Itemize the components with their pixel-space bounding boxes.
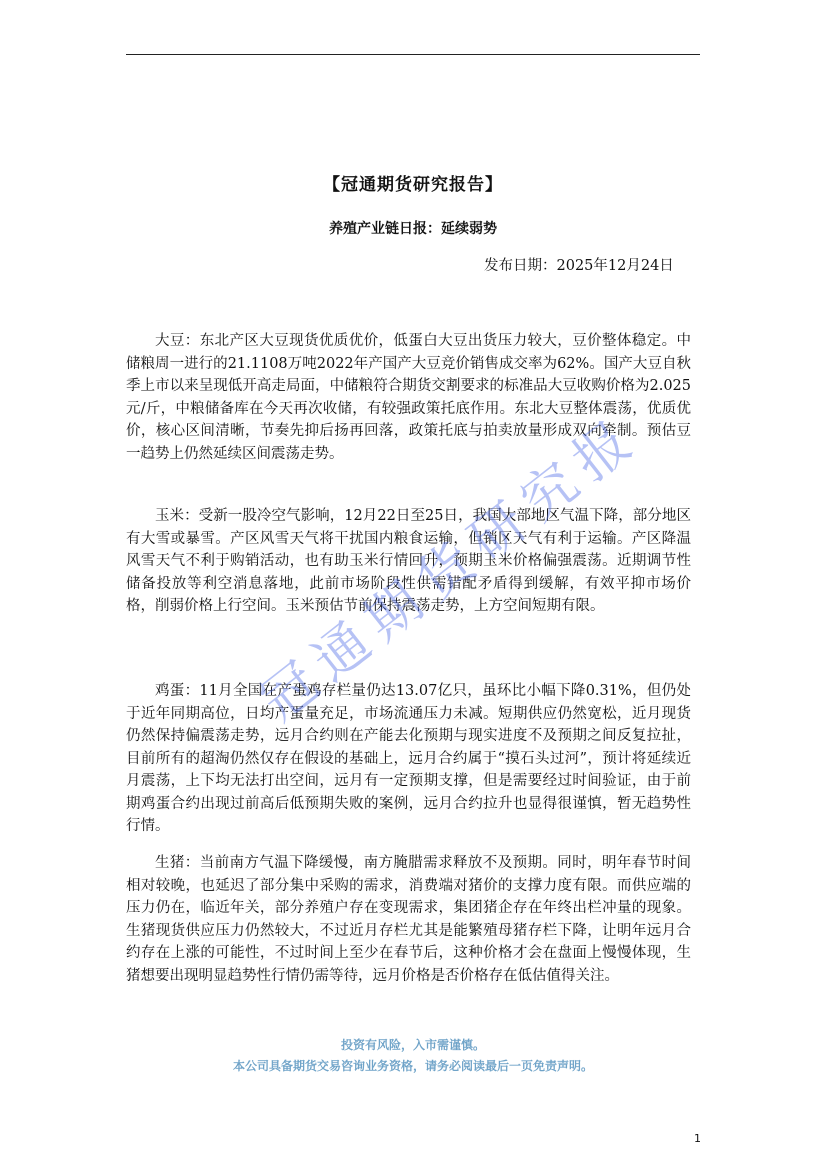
watermark-char: 报 (560, 410, 643, 494)
watermark-char: 通 (300, 610, 383, 694)
report-title: 【冠通期货研究报告】 (323, 175, 503, 195)
risk-disclaimer: 投资有风险，入市需谨慎。 (340, 1038, 485, 1052)
header-rule (126, 54, 700, 55)
report-subtitle: 养殖产业链日报：延续弱势 (329, 221, 497, 237)
publish-date: 发布日期：2025年12月24日 (484, 258, 674, 274)
watermark-char: 研 (456, 490, 539, 574)
page-number: 1 (694, 1132, 701, 1145)
watermark-char: 货 (404, 530, 487, 614)
watermark-char: 期 (352, 570, 435, 654)
paragraph-soybean: 大豆：东北产区大豆现货优质优价，低蛋白大豆出货压力较大，豆价整体稳定。中储粮周一进行的21.1108万吨2022年产国产大豆竞价销售成交率为62%。国产大豆自秋季上市以来呈现低开高走局面，中储粮符合期货交割要求的标准品大豆收购价格为2.025元/斤，中粮储备库在今天再次收储，有较强政策托底作用。东北大豆整体震荡，优质优价，核心区间清晰，节奏先抑后扬再回落，政策托底与拍卖放量形成双向牵制。预估豆一趋势上仍然延续区间震荡走势。 (126, 333, 691, 462)
watermark-char: 冠 (248, 650, 331, 734)
paragraph-egg: 鸡蛋：11月全国在产蛋鸡存栏量仍达13.07亿只，虽环比小幅下降0.31%，但仍处于近年同期高位，日均产蛋量充足，市场流通压力未减。短期供应仍然宽松，近月现货仍然保持偏震荡走势，远月合约则在产能去化预期与现实进度不及预期之间反复拉扯，目前所有的超淘仍然仅存在假设的基础上，远月合约属于“摸石头过河”，预计将延续近月震荡，上下均无法打出空间，远月有一定预期支撑，但是需要经过时间验证，由于前期鸡蛋合约出现过前高后低预期失败的案例，远月合约拉升也显得很谨慎，暂无趋势性行情。 (126, 683, 691, 834)
watermark-char: 究 (508, 450, 591, 534)
paragraph-hog: 生猪：当前南方气温下降缓慢，南方腌腊需求释放不及预期。同时，明年春节时间相对较晚，也延迟了部分集中采购的需求，消费端对猪价的支撑力度有限。而供应端的压力仍在，临近年关，部分养殖户存在变现需求，集团猪企存在年终出栏冲量的现象。生猪现货供应压力仍然较大，不过近月存栏尤其是能繁殖母猪存栏下降，让明年远月合约存在上涨的可能性，不过时间上至少在春节后，这种价格才会在盘面上慢慢体现，生猪想要出现明显趋势性行情仍需等待，远月价格是否价格存在低估值得关注。 (126, 855, 691, 984)
paragraph-corn: 玉米：受新一股冷空气影响，12月22日至25日，我国大部地区气温下降，部分地区有大雪或暴雪。产区风雪天气将干扰国内粮食运输，但销区天气有利于运输。产区降温风雪天气不利于购销活动，也有助玉米行情回升，预期玉米价格偏强震荡。近期调节性储备投放等利空消息落地，此前市场阶段性供需错配矛盾得到缓解，有效平抑市场价格，削弱价格上行空间。玉米预估节前保持震荡走势，上方空间短期有限。 (126, 508, 691, 614)
qualification-disclaimer: 本公司具备期货交易咨询业务资格，请务必阅读最后一页免责声明。 (232, 1059, 593, 1073)
